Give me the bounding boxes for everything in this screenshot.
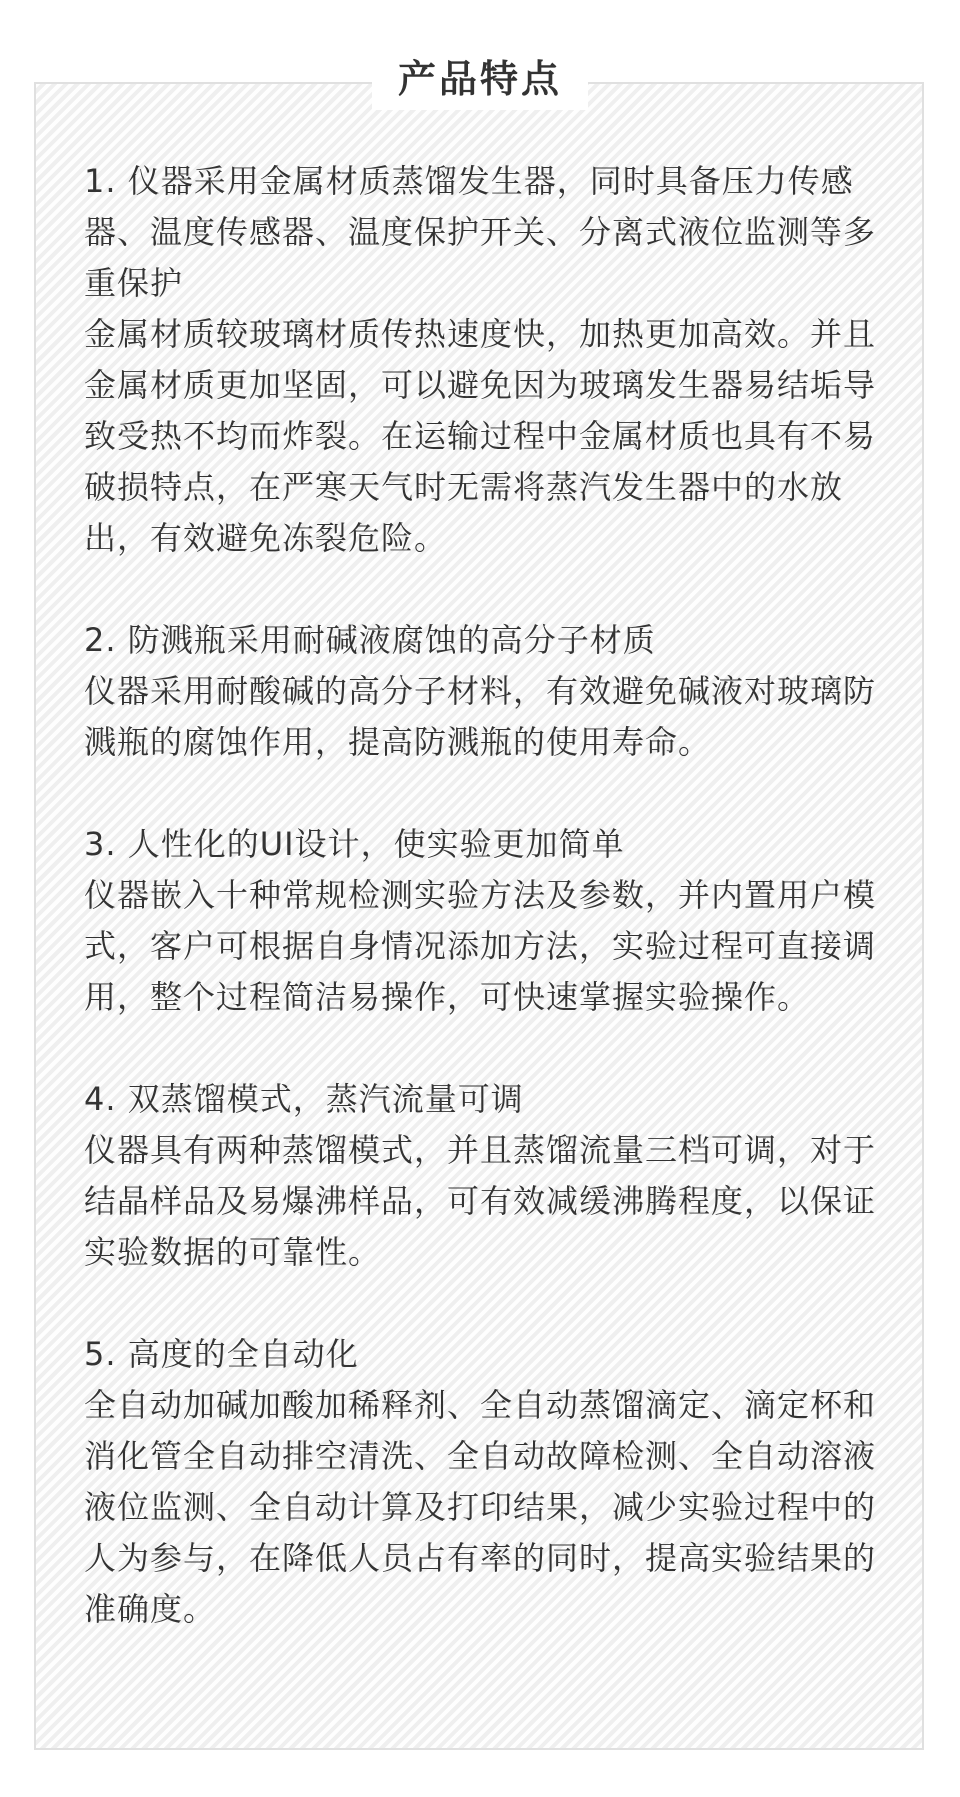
feature-section-3 (84, 819, 884, 1023)
feature-heading: 5. 高度的全自动化 (84, 1335, 359, 1373)
feature-heading: 4. 双蒸馏模式，蒸汽流量可调 (84, 1080, 524, 1118)
feature-body: 金属材质较玻璃材质传热速度快，加热更加高效。并且金属材质更加坚固，可以避免因为玻璃发生器易结垢导致受热不均而炸裂。在运输过程中金属材质也具有不易破损特点，在严寒天气时无需将蒸汽发生器中的水放出，有效避免冻裂危险。 (84, 315, 877, 557)
feature-heading: 3. 人性化的UI设计，使实验更加简单 (84, 825, 625, 863)
feature-heading: 1. 仪器采用金属材质蒸馏发生器，同时具备压力传感器、温度传感器、温度保护开关、分离式液位监测等多重保护 (84, 162, 877, 302)
feature-section-4 (84, 1074, 884, 1278)
feature-heading: 2. 防溅瓶采用耐碱液腐蚀的高分子材质 (84, 621, 656, 659)
feature-section-2 (84, 615, 884, 768)
feature-section-1 (84, 156, 884, 564)
feature-body: 全自动加碱加酸加稀释剂、全自动蒸馏滴定、滴定杯和消化管全自动排空清洗、全自动故障检测、全自动溶液液位监测、全自动计算及打印结果，减少实验过程中的人为参与，在降低人员占有率的同时，提高实验结果的准确度。 (84, 1386, 877, 1628)
feature-list (84, 156, 884, 1686)
feature-body: 仪器采用耐酸碱的高分子材料，有效避免碱液对玻璃防溅瓶的腐蚀作用，提高防溅瓶的使用寿命。 (84, 672, 877, 761)
page-title: 产品特点 (372, 48, 588, 110)
feature-section-5 (84, 1329, 884, 1635)
feature-body: 仪器具有两种蒸馏模式，并且蒸馏流量三档可调，对于结晶样品及易爆沸样品，可有效减缓沸腾程度，以保证实验数据的可靠性。 (84, 1131, 877, 1271)
feature-body: 仪器嵌入十种常规检测实验方法及参数，并内置用户模式，客户可根据自身情况添加方法，实验过程可直接调用，整个过程简洁易操作，可快速掌握实验操作。 (84, 876, 877, 1016)
